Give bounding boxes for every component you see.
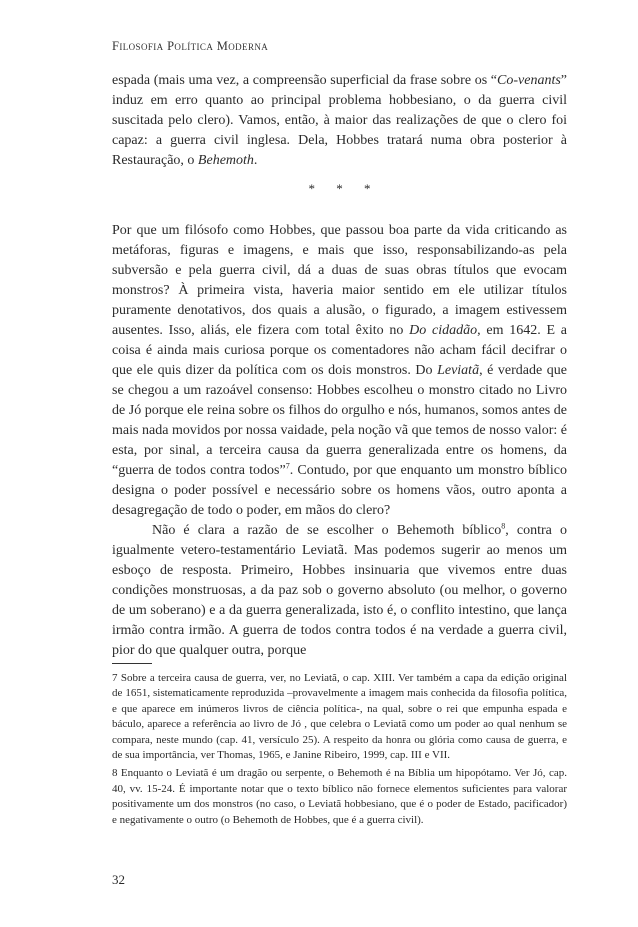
footnote-ref-8[interactable]: 8 bbox=[501, 521, 506, 531]
text-span: , contra o igualmente vetero-testamentário Leviatã. Mas podemos sugerir ao menos um esboço de resposta. Primeiro, Hobbes insinuaria que vivemos entre duas condições monstruosas, a da paz sob o governo absoluto (ou melhor, o governo de um soberano) e a da guerra generalizada, isto é, o conflito intestino, que lança irmão contra irmão. A guerra de todos contra todos é na verdade a guerra civil, pior do que qualquer outra, porque bbox=[112, 523, 567, 658]
text-span: , é verdade que se chegou a um razoável consenso: Hobbes escolheu o monstro citado no Livro de Jó porque ele reina sobre os filhos do orgulho e nós, humanos, somos antes de mais nada movidos por nossa vaidade, pela noção vã que temos de nosso valor: é esta, por sinal, a terceira causa da guerra generalizada entre os homens, da “guerra de todos contra todos” bbox=[112, 363, 567, 478]
text-span: . bbox=[253, 153, 258, 168]
paragraph-2 bbox=[112, 221, 567, 521]
text-span: Por que um filósofo como Hobbes, que passou boa parte da vida criticando as metáforas, figuras e imagens, e mais que isso, responsabilizando-as pela subversão e pela guerra civil, dá a duas de suas obras títulos que evocam monstros? À primeira vista, haveria maior sentido em ele utilizar títulos puramente denotativos, dos quais a alusão, o figurado, a imagem estivessem ausentes. Isso, aliás, ele fizera com total êxito no bbox=[112, 223, 567, 338]
italic-behemoth: Behemoth bbox=[197, 153, 254, 168]
text-span: ” induz em erro quanto ao principal problema hobbesiano, o da guerra civil suscitada pelo clero). Vamos, então, à maior das realizações de que o clero foi capaz: a guerra civil inglesa. Dela, Hobbes tratará numa obra posterior à Restauração, o bbox=[112, 73, 567, 168]
running-head: Filosofia Política Moderna bbox=[112, 39, 269, 53]
italic-do-cidadao: Do cidadão bbox=[409, 323, 478, 338]
paragraph-3 bbox=[112, 521, 567, 661]
footnote-8: 8 Enquanto o Leviatã é um dragão ou serpente, o Behemoth é na Bíblia um hipopótamo. Ver Jó, cap. 40, vv. 15-24. É importante notar que o texto bíblico não fornece elementos suficientes para valorar positivamente um dos monstros (no caso, o Leviatã hobbesiano, que é o poder de Estado, pacificador) e negativamente o outro (o Behemoth de Hobbes, que é a guerra civil). bbox=[112, 767, 567, 826]
section-separator: * * * bbox=[308, 181, 371, 196]
footnotes bbox=[112, 671, 567, 831]
page-number: 32 bbox=[112, 872, 125, 887]
text-span: , em 1642. E a coisa é ainda mais curiosa porque os comentadores não acham fácil decifrar o que ele quis dizer da política com os dois monstros. Do bbox=[112, 323, 568, 378]
footnote-rule bbox=[112, 663, 152, 664]
footnote-ref-7[interactable]: 7 bbox=[285, 461, 290, 471]
text-span: espada (mais uma vez, a compreensão superficial da frase sobre os “ bbox=[112, 73, 498, 88]
text-span: Não é clara a razão de se escolher o Behemoth bíblico bbox=[152, 523, 502, 538]
footnote-7: 7 Sobre a terceira causa de guerra, ver, no Leviatã, o cap. XIII. Ver também a capa da edição original de 1651, sistematicamente reproduzida –provavelmente a imagem mais conhecida da filosofia política, e que aparece em inúmeros livros de ciência política-, na qual, sobre o rei que empunha espada e báculo, aparece a referência ao livro de Jó , que celebra o Leviatã como um poder ao qual nenhum se compara, neste mundo (cap. 41, versículo 25). A respeito da honra ou glória como causa de guerra, e de sua importância, ver Thomas, 1965, e Janine Ribeiro, 1999, cap. III e VII. bbox=[112, 672, 567, 762]
paragraph-1 bbox=[112, 71, 567, 171]
italic-covenants: Co-venants bbox=[497, 73, 561, 88]
body-text bbox=[112, 71, 567, 661]
italic-leviata: Leviatã bbox=[437, 363, 480, 378]
text-span: . Contudo, por que enquanto um monstro bíblico designa o poder possível e necessário sobre os homens vãos, outro aponta a desagregação de todo o poder, em mãos do clero? bbox=[112, 463, 567, 518]
